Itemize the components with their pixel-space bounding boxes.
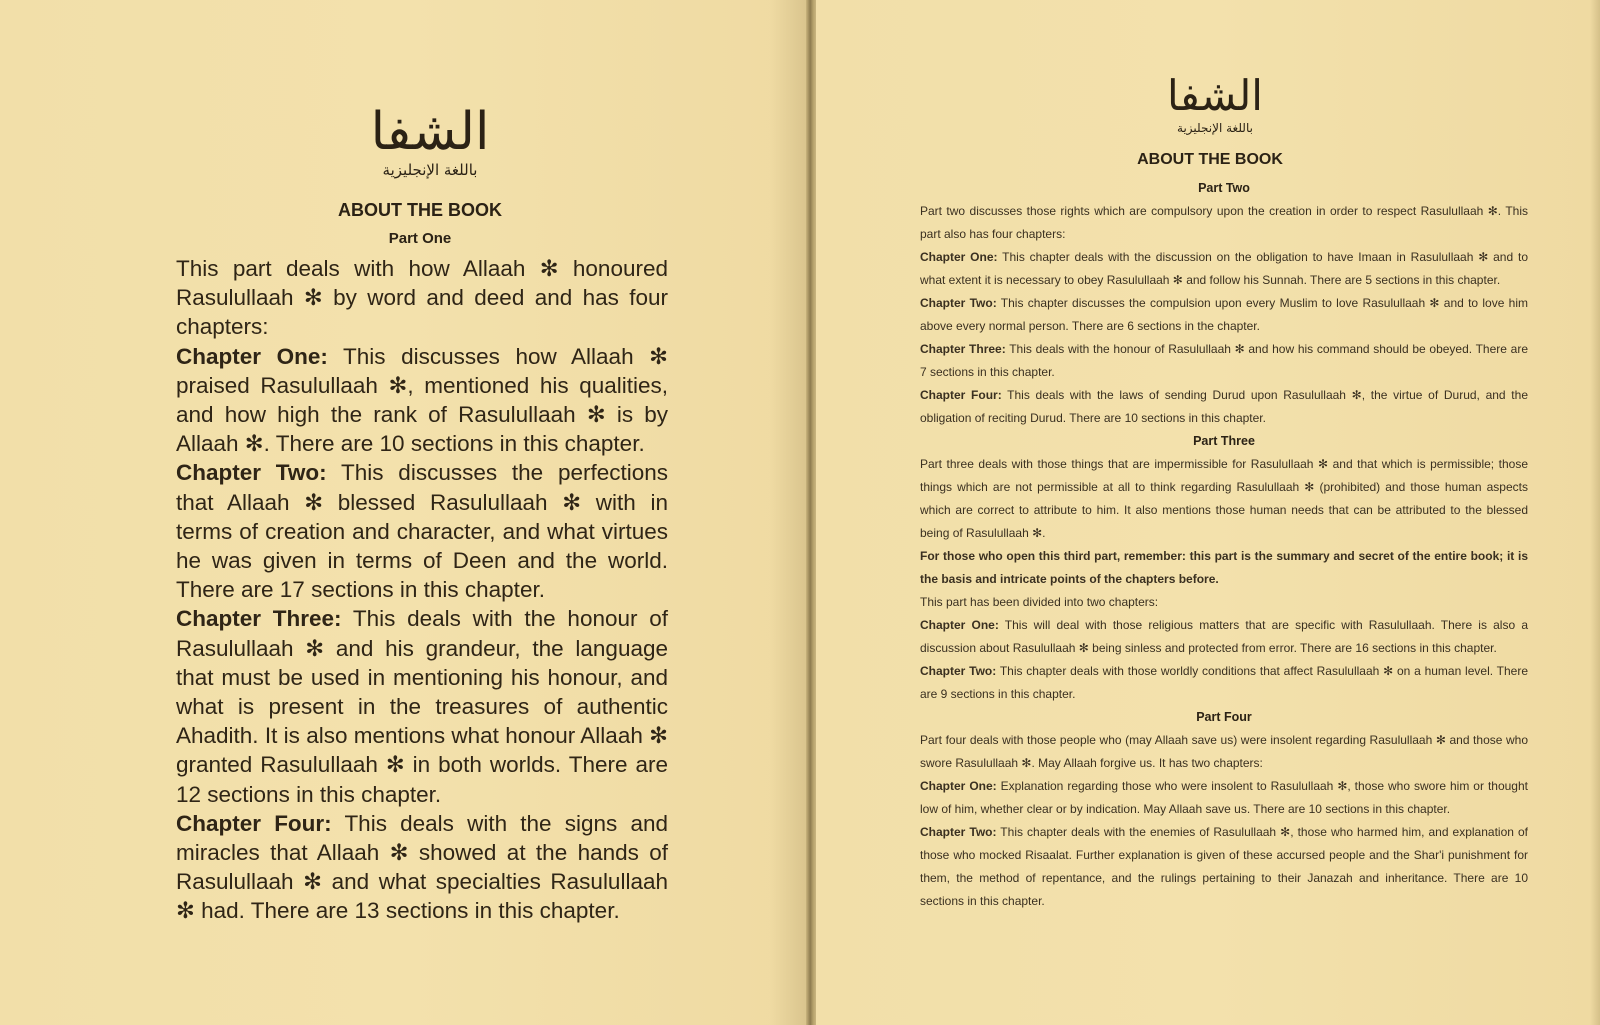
chapter-text: This deals with the signs and miracles that Allaah ✻ showed at the hands of Rasulullaah ✻ and what specialties Rasulullaah ✻ had. There are 13 sections in this chapter. bbox=[176, 810, 668, 924]
chapter-label: Chapter Three: bbox=[176, 606, 342, 632]
chapter-label: Chapter Four: bbox=[176, 810, 332, 836]
part-three-title: Part Three bbox=[1193, 434, 1255, 448]
chapter-text: Explanation regarding those who were insolent to Rasulullaah ✻, those who swore him or thought low of him, whether clear or by indication. May Allaah save us. There are 10 sections in this chapter. bbox=[920, 779, 1528, 816]
left-book-logo bbox=[360, 104, 500, 180]
left-part-title: Part One bbox=[388, 230, 452, 247]
chapter-text: This chapter deals with the discussion on the obligation to have Imaan in Rasulullaah ✻ and to what extent it is necessary to obey Rasulullaah ✻ and follow his Sunnah. There are 5 sections in this chapter. bbox=[920, 250, 1529, 287]
part-three-intro: Part three deals with those things that are impermissible for Rasulullaah ✻ and that which is permissible; those things which are not permissible at all to think regarding Rasulullaah ✻ (prohibited) and those human aspects which are correct to attribute to him. It also mentions those human needs that can be attributed to the blessed being of Rasulullaah ✻. bbox=[920, 457, 1528, 540]
right-body-text bbox=[920, 177, 1528, 913]
part-two-intro: Part two discusses those rights which are compulsory upon the creation in order to respect Rasulullaah ✻. This part also has four chapters: bbox=[920, 204, 1528, 241]
logo-arabic-subtitle: باللغة الإنجليزية bbox=[1177, 121, 1253, 135]
chapter-label: Chapter Two: bbox=[176, 460, 327, 486]
left-page-heading: ABOUT THE BOOK bbox=[338, 200, 502, 220]
logo-arabic-subtitle: باللغة الإنجليزية bbox=[382, 161, 478, 179]
chapter-label: Chapter Three: bbox=[920, 342, 1006, 356]
left-body-text bbox=[176, 254, 668, 926]
part-three-division: This part has been divided into two chapters: bbox=[920, 595, 1159, 609]
chapter-text: This deals with the laws of sending Durud upon Rasulullaah ✻, the virtue of Durud, and the obligation of reciting Durud. There are 10 sections in this chapter. bbox=[920, 388, 1528, 425]
chapter-text: This discusses how Allaah ✻ praised Rasulullaah ✻, mentioned his qualities, and how high the rank of Rasulullaah ✻ is by Allaah ✻. There are 10 sections in this chapter. bbox=[176, 343, 669, 457]
page-shadow bbox=[770, 0, 806, 1025]
part-one-chapter-three bbox=[176, 604, 668, 808]
right-page-heading: ABOUT THE BOOK bbox=[1137, 151, 1283, 168]
part-three-chapter-two bbox=[920, 660, 1528, 706]
chapter-label: Chapter Two: bbox=[920, 825, 997, 839]
chapter-text: This deals with the honour of Rasulullaah ✻ and his grandeur, the language that must be used in mentioning his honour, and what is present in the treasures of authentic Ahadith. It is also mentions what honour Allaah ✻ granted Rasulullaah ✻ in both worlds. There are 12 sections in this chapter. bbox=[176, 606, 669, 807]
chapter-label: Chapter One: bbox=[920, 779, 997, 793]
part-one-chapter-two bbox=[176, 458, 668, 604]
logo-arabic-title: الشفا bbox=[370, 102, 490, 162]
chapter-label: Chapter One: bbox=[176, 343, 328, 369]
part-two-title: Part Two bbox=[1198, 181, 1250, 195]
chapter-text: This will deal with those religious matters that are specific with Rasulullaah. There is also a discussion about Rasulullaah ✻ being sinless and protected from error. There are 16 sections in this chapter. bbox=[920, 618, 1528, 655]
part-two-chapter-two bbox=[920, 292, 1528, 338]
chapter-text: This discusses the perfections that Allaah ✻ blessed Rasulullaah ✻ with in terms of creation and character, and what virtues he was given in terms of Deen and the world. There are 17 sections in this chapter. bbox=[176, 460, 669, 603]
chapter-label: Chapter Four: bbox=[920, 388, 1002, 402]
part-one-chapter-four bbox=[176, 809, 668, 926]
part-four-chapter-two bbox=[920, 821, 1528, 913]
part-one-intro: This part deals with how Allaah ✻ honoured Rasulullaah ✻ by word and deed and has four chapters: bbox=[176, 256, 668, 340]
part-four-intro: Part four deals with those people who (may Allaah save us) were insolent regarding Rasulullaah ✻ and those who swore Rasulullaah ✻. May Allaah forgive us. It has two chapters: bbox=[920, 733, 1528, 770]
chapter-text: This deals with the honour of Rasulullaah ✻ and how his command should be obeyed. There are 7 sections in this chapter. bbox=[920, 342, 1528, 379]
part-three-note: For those who open this third part, remember: this part is the summary and secret of the entire book; it is the basis and intricate points of the chapters before. bbox=[920, 549, 1528, 586]
part-two-chapter-one bbox=[920, 246, 1528, 292]
chapter-label: Chapter One: bbox=[920, 618, 999, 632]
right-book-logo bbox=[1160, 72, 1270, 136]
chapter-label: Chapter Two: bbox=[920, 664, 997, 678]
part-two-chapter-three bbox=[920, 338, 1528, 384]
chapter-label: Chapter Two: bbox=[920, 296, 997, 310]
chapter-text: This chapter discusses the compulsion upon every Muslim to love Rasulullaah ✻ and to love him above every normal person. There are 6 sections in the chapter. bbox=[920, 296, 1528, 333]
chapter-text: This chapter deals with the enemies of Rasulullaah ✻, those who harmed him, and explanation of those who mocked Risaalat. Further explanation is given of these accursed people and the Shar'i punishment for them, the method of repentance, and the rulings pertaining to their Janazah and inheritance. There are 10 sections in this chapter. bbox=[920, 825, 1528, 908]
logo-arabic-title: الشفا bbox=[1167, 71, 1263, 120]
part-four-title: Part Four bbox=[1196, 710, 1252, 724]
part-four-chapter-one bbox=[920, 775, 1528, 821]
part-one-chapter-one bbox=[176, 342, 668, 459]
chapter-text: This chapter deals with those worldly conditions that affect Rasulullaah ✻ on a human level. There are 9 sections in this chapter. bbox=[920, 664, 1528, 701]
part-three-chapter-one bbox=[920, 614, 1528, 660]
chapter-label: Chapter One: bbox=[920, 250, 998, 264]
page-edge-shadow bbox=[1590, 0, 1600, 1025]
part-two-chapter-four bbox=[920, 384, 1528, 430]
